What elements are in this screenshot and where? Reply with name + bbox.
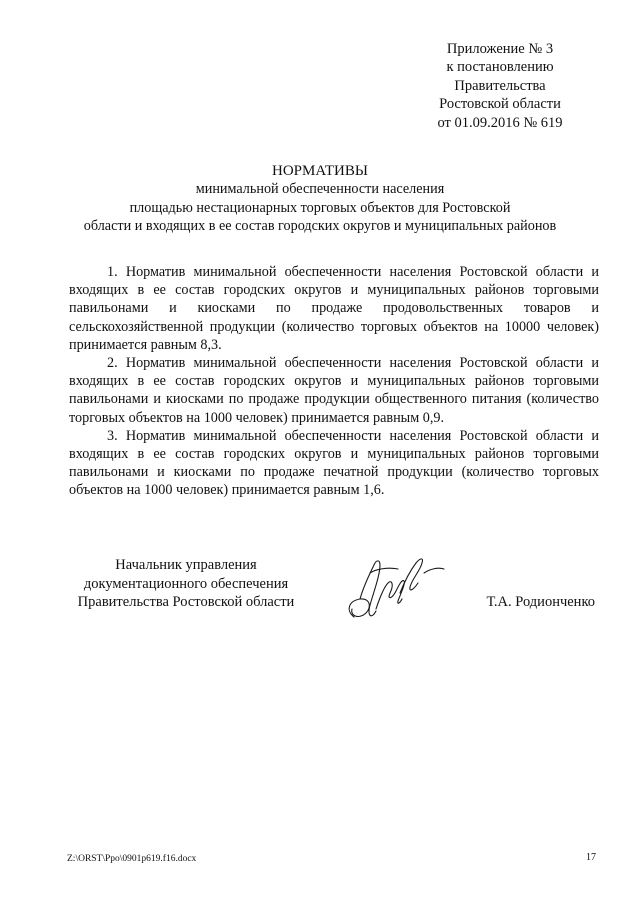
document-subtitle-line: области и входящих в ее состав городских округов и муниципальных районов (83, 218, 557, 235)
signer-position-line: документационного обеспечения (83, 575, 289, 592)
appendix-header (400, 40, 600, 132)
page-number: 17 (586, 852, 596, 863)
handwritten-signature (340, 543, 460, 629)
appendix-date-number: от 01.09.2016 № 619 (437, 114, 563, 131)
appendix-region: Ростовской области (439, 96, 561, 113)
appendix-label: Приложение № 3 (446, 41, 554, 57)
document-title: НОРМАТИВЫ (272, 163, 368, 179)
signer-position-line: Правительства Ростовской области (77, 594, 295, 611)
signer-name: Т.А. Родионченко (486, 594, 595, 610)
signer-position-line: Начальник управления (115, 557, 257, 573)
signer-position (66, 556, 306, 612)
appendix-issuer: Правительства (454, 77, 546, 94)
document-body (69, 263, 599, 500)
document-subtitle-line: минимальной обеспеченности населения (195, 181, 445, 197)
norm-paragraph-3: 3. Норматив минимальной обеспеченности населения Ростовской области и входящих в ее состав городских округов и муниципальных районов торговыми павильонами и киосками по продаже печатной продукции (количество торговых объектов на 1000 человек) принимается равным 1,6. (69, 427, 599, 499)
document-title-block (50, 162, 590, 236)
norm-paragraph-1: 1. Норматив минимальной обеспеченности населения Ростовской области и входящих в ее состав городских округов и муниципальных районов торговыми павильонами и киосками по продаже продовольственных товаров и сельскохозяйственной продукции (количество торговых объектов на 10000 человек) принимается равным 8,3. (69, 264, 599, 353)
footer-file-path: Z:\ORST\Ppo\0901p619.f16.docx (67, 854, 197, 864)
norm-paragraph-2: 2. Норматив минимальной обеспеченности населения Ростовской области и входящих в ее состав городских округов и муниципальных районов торговыми павильонами и киосками по продаже продукции общественного питания (количество торговых объектов на 1000 человек) принимается равным 0,9. (69, 355, 599, 426)
appendix-reference: к постановлению (446, 59, 554, 76)
document-subtitle-line: площадью нестационарных торговых объектов для Ростовской (129, 199, 511, 216)
